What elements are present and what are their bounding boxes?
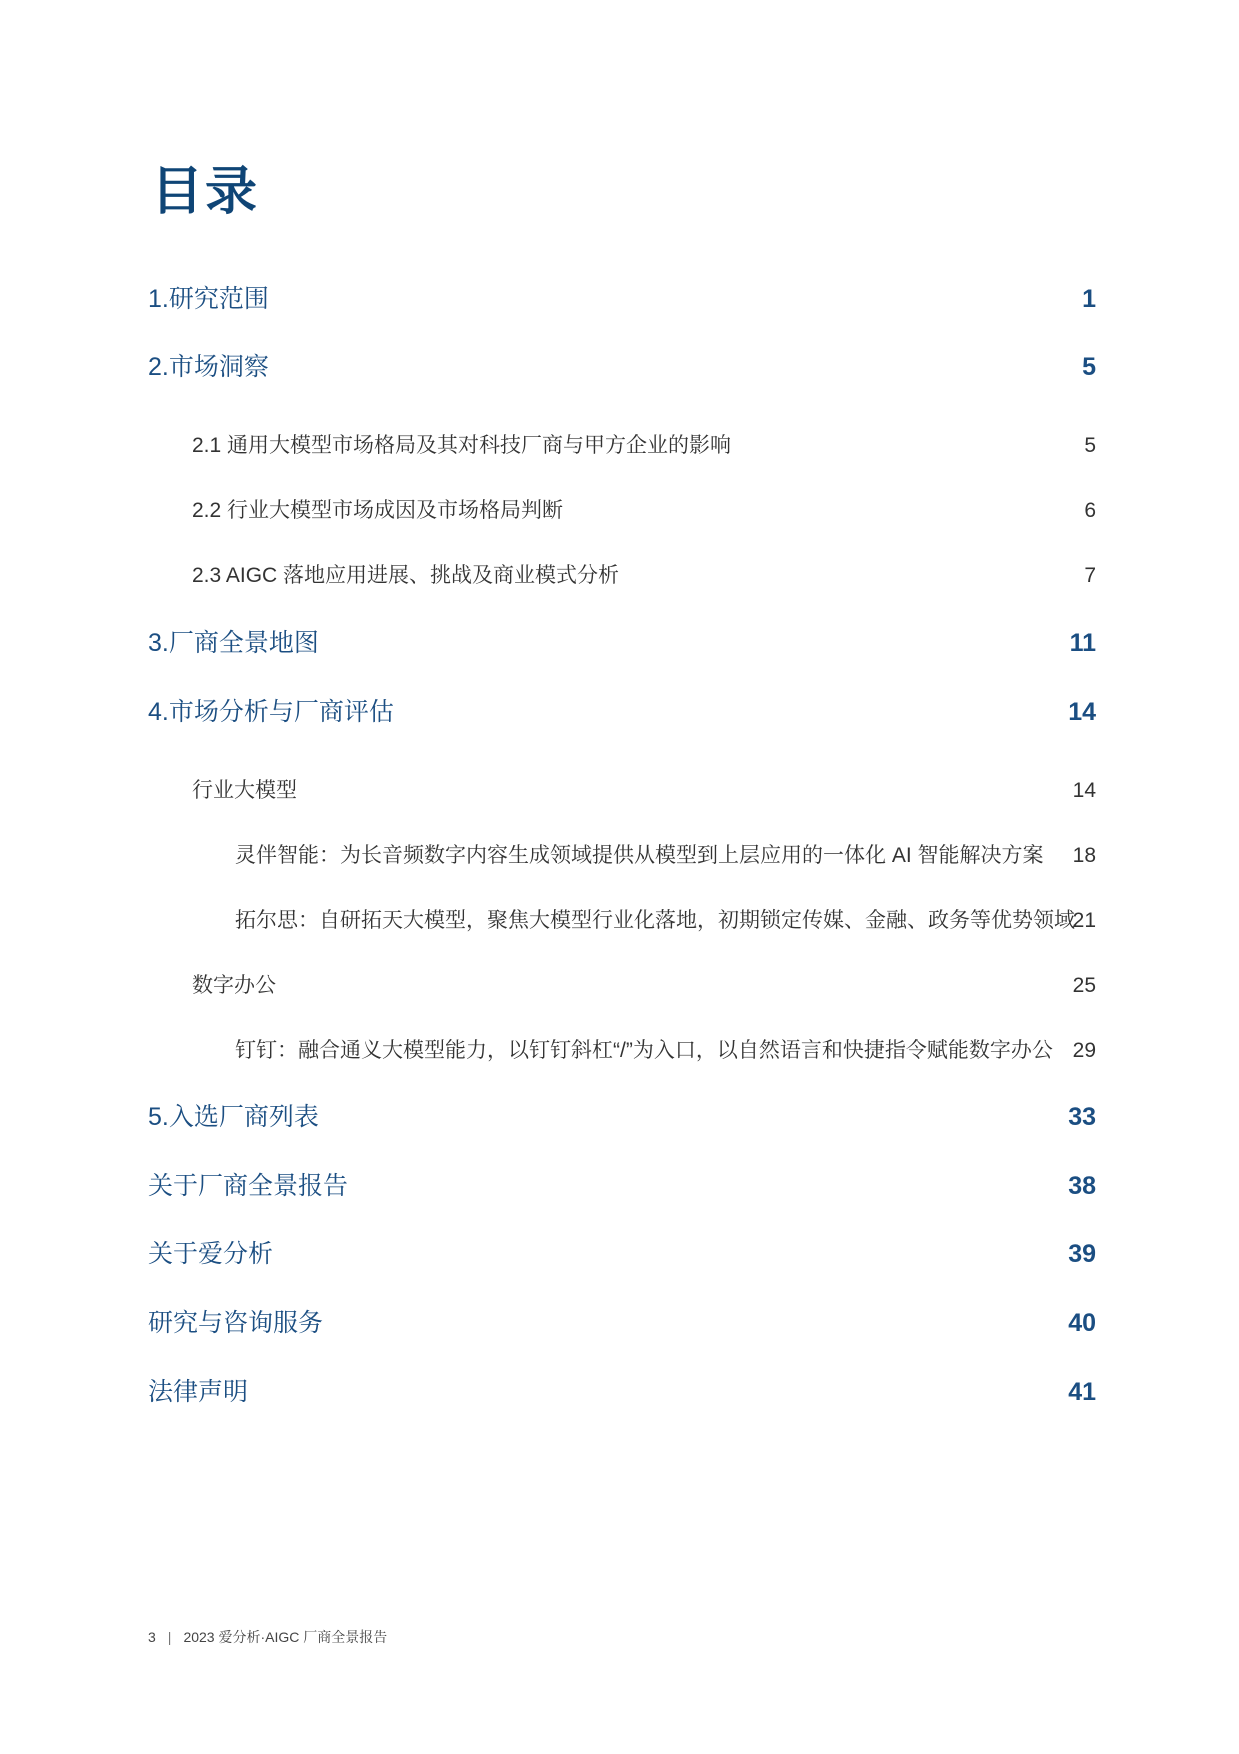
toc-entry-page: 38: [1068, 1172, 1096, 1200]
toc-entry-page: 40: [1068, 1309, 1096, 1337]
footer-report-title: 2023 爱分析·AIGC 厂商全景报告: [183, 1629, 388, 1645]
toc-entry-page: 1: [1082, 285, 1096, 313]
toc-entry-page: 29: [1072, 1039, 1096, 1062]
footer-separator: |: [167, 1629, 172, 1645]
toc-entry-page: 41: [1068, 1378, 1096, 1406]
toc-entry-page: 25: [1072, 974, 1096, 997]
toc-entry-label: 法律声明: [148, 1378, 249, 1406]
toc-entry-page: 33: [1068, 1103, 1096, 1131]
toc-entry-label: 5.入选厂商列表: [148, 1103, 319, 1131]
footer-page-number: 3: [148, 1629, 156, 1645]
page-footer: [148, 1627, 387, 1647]
toc-entry-page: 39: [1068, 1240, 1096, 1268]
toc-entry-label: 2.市场洞察: [148, 353, 269, 381]
toc-entry-label: 灵伴智能：为长音频数字内容生成领域提供从模型到上层应用的一体化 AI 智能解决方案: [235, 844, 1044, 867]
toc-entry-page: 5: [1082, 353, 1096, 381]
toc-entry-label: 研究与咨询服务: [148, 1309, 324, 1337]
toc-entry-label: 行业大模型: [192, 779, 297, 802]
toc-entry-label: 钉钉：融合通义大模型能力，以钉钉斜杠“/”为入口，以自然语言和快捷指令赋能数字办公: [235, 1039, 1053, 1062]
toc-entry-label: 关于爱分析: [148, 1240, 274, 1268]
toc-entry-page: 14: [1068, 698, 1096, 726]
toc-entry-label: 2.2 行业大模型市场成因及市场格局判断: [192, 499, 564, 522]
toc-entry-label: 关于厂商全景报告: [148, 1172, 349, 1200]
page-title: 目录: [151, 163, 260, 221]
toc-entry-page: 7: [1084, 564, 1096, 587]
toc-entry-label: 数字办公: [192, 974, 276, 997]
toc-entry-label: 2.3 AIGC 落地应用进展、挑战及商业模式分析: [192, 564, 620, 587]
toc-entry-page: 14: [1072, 779, 1096, 802]
toc-entry-label: 2.1 通用大模型市场格局及其对科技厂商与甲方企业的影响: [192, 434, 732, 457]
toc-entry-page: 5: [1084, 434, 1096, 457]
toc-entry-label: 3.厂商全景地图: [148, 629, 319, 657]
toc-entry-page: 18: [1072, 844, 1096, 867]
toc-entry-label: 4.市场分析与厂商评估: [148, 698, 394, 726]
toc-entry-page: 6: [1084, 499, 1096, 522]
toc-entry-label: 1.研究范围: [148, 285, 269, 313]
toc-entry-page: 21: [1072, 909, 1096, 932]
toc-entry-label: 拓尔思：自研拓天大模型，聚焦大模型行业化落地，初期锁定传媒、金融、政务等优势领域: [235, 909, 1075, 932]
toc-entry-page: 11: [1069, 629, 1096, 657]
